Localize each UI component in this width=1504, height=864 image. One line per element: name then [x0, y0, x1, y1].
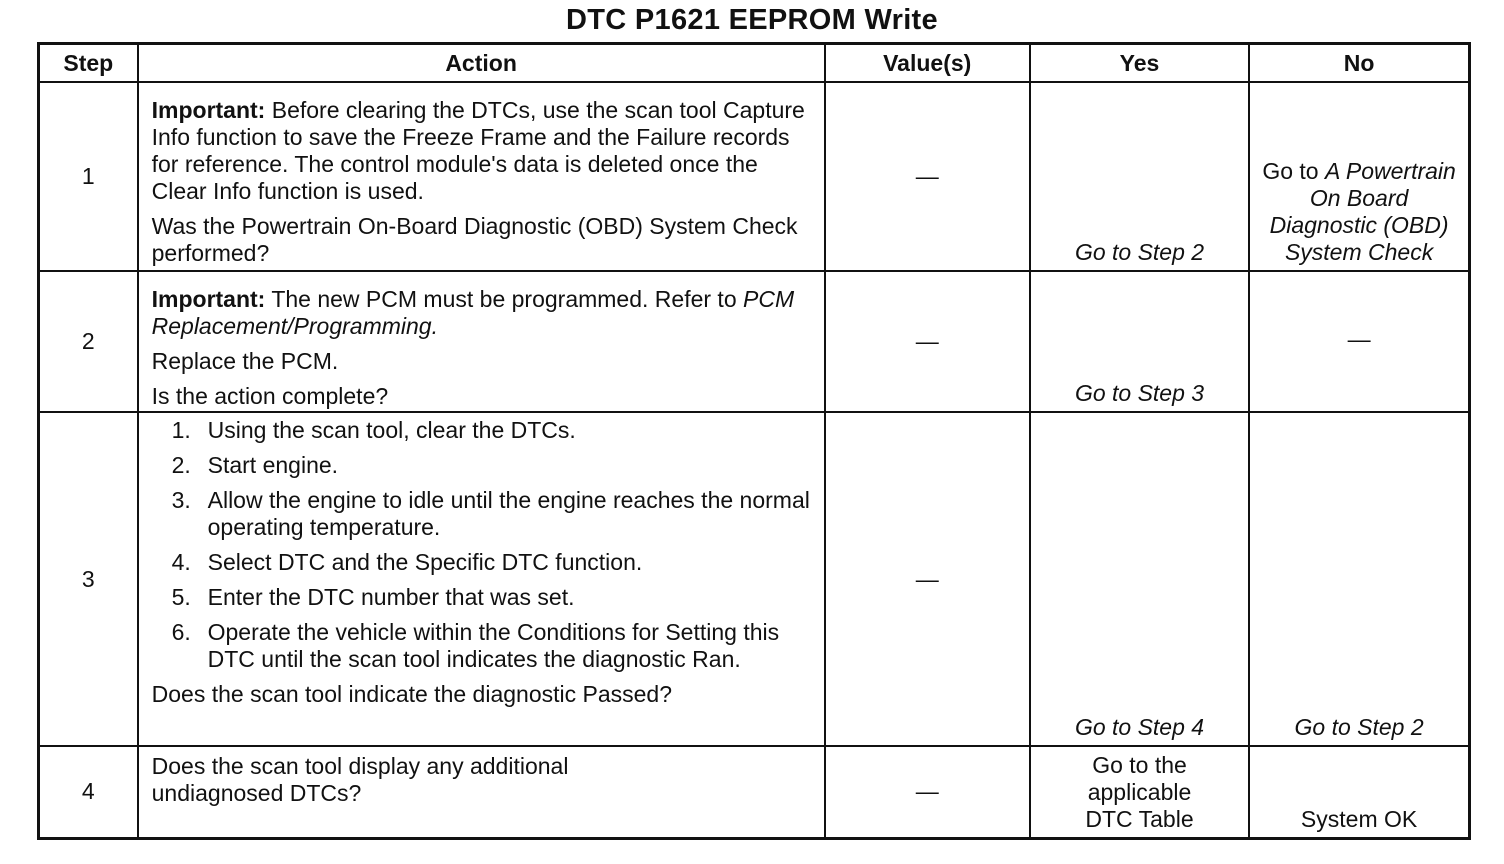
value-cell: — [825, 271, 1030, 412]
yes-goto-link[interactable]: Go to Step 2 [1074, 239, 1205, 265]
step-number: 1 [39, 82, 138, 271]
yes-cell [1030, 746, 1249, 838]
page-title: DTC P1621 EEPROM Write [566, 4, 938, 36]
list-item: 6. Operate the vehicle within the Conditions for Setting this DTC until the scan tool indicates the diagnostic Ran. [171, 619, 780, 672]
reference-link[interactable]: PCM Replacement/Programming. [151, 286, 795, 339]
no-goto-link[interactable]: Go to Step 2 [1294, 714, 1424, 740]
value-cell: — [825, 82, 1030, 271]
header-row [39, 44, 1470, 83]
list-item: 2. Start engine. [171, 452, 339, 478]
value-cell: — [825, 412, 1030, 746]
important-label: Important: [151, 97, 266, 123]
action-cell [138, 82, 825, 271]
column-header-yes: Yes [1030, 44, 1249, 83]
table-row [39, 82, 1470, 271]
action-question: Does the scan tool indicate the diagnostic Passed? [151, 681, 673, 707]
important-note [152, 286, 814, 340]
action-instruction: Replace the PCM. [151, 348, 339, 374]
column-header-no: No [1249, 44, 1469, 83]
yes-goto-link[interactable]: Go to Step 4 [1074, 714, 1205, 740]
important-text: The new PCM must be programmed. Refer to [265, 286, 743, 312]
action-question: Is the action complete? [151, 383, 389, 409]
list-item: 5. Enter the DTC number that was set. [171, 584, 575, 610]
important-label: Important: [151, 286, 266, 312]
action-cell [138, 271, 825, 412]
action-question: Does the scan tool display any additional undiagnosed DTCs? [151, 753, 569, 806]
value-cell: — [825, 746, 1030, 838]
yes-cell [1030, 271, 1249, 412]
no-goto-prefix: Go to [1262, 158, 1325, 184]
no-cell: System OK [1249, 746, 1469, 838]
list-item: 1. Using the scan tool, clear the DTCs. [171, 417, 576, 443]
step-number: 4 [39, 746, 138, 838]
no-goto-link[interactable]: A Powertrain On Board Diagnostic (OBD) System Check [1269, 158, 1456, 265]
column-header-values: Value(s) [825, 44, 1030, 83]
table-row [39, 746, 1470, 838]
list-item: 4. Select DTC and the Specific DTC function. [171, 549, 643, 575]
action-question: Was the Powertrain On-Board Diagnostic (OBD) System Check performed? [151, 213, 798, 266]
important-note [152, 97, 814, 205]
yes-goto-link[interactable]: Go to Step 3 [1074, 380, 1205, 406]
yes-cell [1030, 412, 1249, 746]
no-cell [1249, 412, 1469, 746]
table-row [39, 271, 1470, 412]
step-number: 2 [39, 271, 138, 412]
step-number: 3 [39, 412, 138, 746]
yes-cell [1030, 82, 1249, 271]
list-item: 3. Allow the engine to idle until the engine reaches the normal operating temperature. [171, 487, 810, 540]
column-header-action: Action [138, 44, 825, 83]
action-cell [138, 746, 825, 838]
no-cell [1249, 82, 1469, 271]
column-header-step: Step [39, 44, 138, 83]
diagnostic-table [37, 42, 1471, 840]
table-row [39, 412, 1470, 746]
no-cell: — [1249, 271, 1469, 412]
yes-goto-link[interactable]: Go to the applicable DTC Table [1085, 751, 1194, 832]
action-cell [138, 412, 825, 746]
important-text: Before clearing the DTCs, use the scan tool Capture Info function to save the Freeze Frame and the Failure records for reference. The control module's data is deleted once the Clear Info function is used. [151, 97, 805, 204]
substep-list [152, 417, 814, 673]
